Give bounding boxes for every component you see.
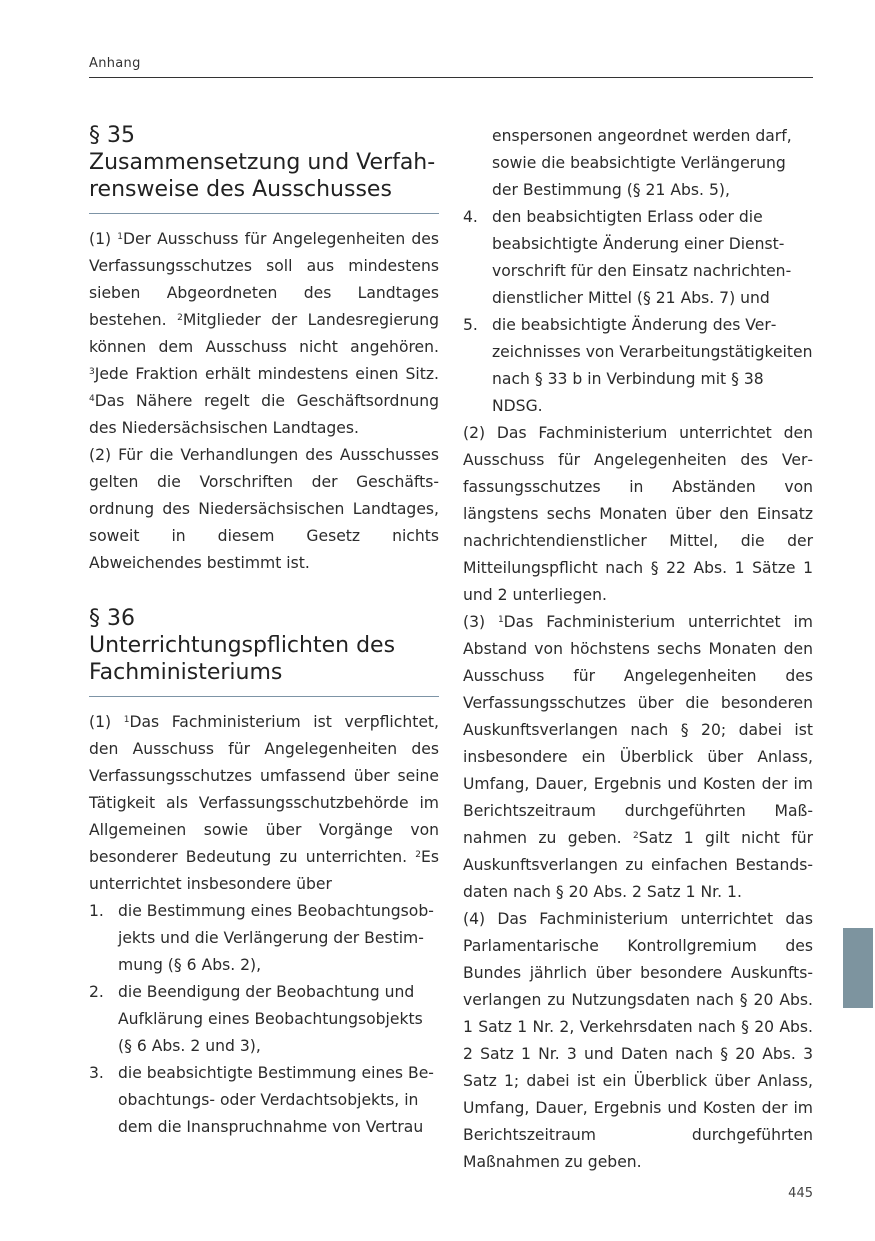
list-item: 5. die beabsichtigte Änderung des Verzeichnisses von Verarbeitungstätigkeiten nach § 33 b in Verbindung mit § 38 NDSG. (463, 316, 813, 415)
list-item: 3. die beabsichtigte Bestimmung eines Beobachtungs- oder Verdachtsobjekts, in dem die Inanspruchnahme von Vertrau (89, 1064, 434, 1136)
section-35-paragraph-1: (1) $^1$Der Ausschuss für Angelegenheiten des Verfassungsschutzes soll aus mindestens sieben Abgeordneten des Landtages bestehen. $^2$Mitglieder der Landesregierung können dem Ausschuss nicht angehören. $^3$Jede Fraktion erhält mindestens einen Sitz. $^4$Das Nähere regelt die Geschäftsordnung des Niedersächsischen Landtages. (89, 230, 440, 437)
section-36-paragraph-1: (1) $^1$Das Fachministerium ist verpflichtet, den Ausschuss für Angelegenheiten des Verfassungsschutzes umfassend über seine Tätigkeit als Verfassungsschutzbehörde im Allgemeinen sowie über Vorgänge von besonderer Bedeutung zu unterrichten. $^2$Es unterrichtet insbesondere über (89, 713, 439, 893)
section-36-title: Unterrichtungspflichten des Fachministeriums (89, 633, 396, 685)
section-36-list (89, 898, 439, 1141)
page-number: 445 (788, 1186, 813, 1201)
running-header: Anhang (89, 56, 813, 78)
list-item: 2. die Beendigung der Beobachtung und Aufklärung eines Beobachtungsobjekts (§ 6 Abs. 2 und 3), (89, 983, 423, 1055)
right-column (463, 123, 813, 1176)
section-36-heading (89, 605, 439, 697)
list-item: 1. die Bestimmung eines Beobachtungsobjekts und die Verlängerung der Bestimmung (§ 6 Abs. 2), (89, 902, 434, 974)
section-36-number: § 36 (89, 606, 135, 631)
list-item: 4. den beabsichtigten Erlass oder die beabsichtigte Änderung einer Dienstvorschrift für den Einsatz nachrichtendienstlicher Mittel (§ 21 Abs. 7) und (463, 208, 792, 307)
section-36-paragraph-4: (4) Das Fachministerium unterrichtet das Parlamentarische Kontrollgremium des Bundes jährlich über besondere Auskunftsverlangen zu Nutzungsdaten nach § 20 Abs. 1 Satz 1 Nr. 2, Verkehrsdaten nach § 20 Abs. 2 Satz 1 Nr. 3 und Daten nach § 20 Abs. 3 Satz 1; dabei ist ein Überblick über Anlass, Umfang, Dauer, Ergebnis und Kosten der im Berichtszeitraum durchgeführten Maßnahmen zu geben. (463, 910, 813, 1171)
section-35-title: Zusammensetzung und Verfah- rensweise des Ausschusses (89, 150, 436, 202)
section-35-heading (89, 122, 439, 214)
list-item-3-continued: enspersonen angeordnet werden darf, sowie die beabsichtigte Verlängerung der Bestimmung (§ 21 Abs. 5), (492, 127, 792, 199)
section-36-paragraph-2: (2) Das Fachministerium unterrichtet den Ausschuss für Angelegenheiten des Verfassungsschutzes in Abständen von längstens sechs Monaten über den Einsatz nachrichtendienstlicher Mittel, die der Mitteilungspflicht nach § 22 Abs. 1 Sätze 1 und 2 unterliegen. (463, 424, 813, 604)
section-36-paragraph-3: (3) $^1$Das Fachministerium unterrichtet im Abstand von höchstens sechs Monaten den Ausschuss für Angelegenheiten des Verfassungsschutzes über die besonderen Auskunftsverlangen nach § 20; dabei ist insbesondere ein Überblick über Anlass, Umfang, Dauer, Ergebnis und Kosten der im Berichtszeitraum durchgeführten Maßnahmen zu geben. $^2$Satz 1 gilt nicht für Auskunftsverlangen zu einfachen Bestandsdaten nach § 20 Abs. 2 Satz 1 Nr. 1. (463, 613, 813, 901)
section-36-list-continued (463, 204, 813, 420)
chapter-thumb-tab (843, 928, 873, 1008)
left-column (89, 122, 439, 1141)
section-35-number: § 35 (89, 123, 135, 148)
section-35-paragraph-2: (2) Für die Verhandlungen des Ausschusses gelten die Vorschriften der Geschäftsordnung des Niedersächsischen Landtages, soweit in diesem Gesetz nichts Abweichendes bestimmt ist. (89, 446, 439, 572)
